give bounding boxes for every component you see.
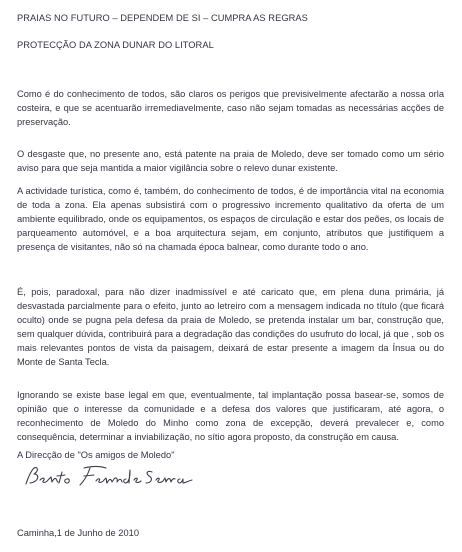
place-and-date: Caminha,1 de Junho de 2010 (17, 528, 139, 538)
paragraph-3: A actividade turística, como é, também, do conhecimento de todos, é de importância vital na economia de toda a zona. Ela apenas subsistirá com o progressivo incremento qualitativo da oferta de um ambiente equilibrado, onde os equipamentos, os espaços de circulação e estar dos peões, os locais de parqueamento automóvel, e a boa arquitectura sejam, em conjunto, atributos que justifiquem a presença de visitantes, não só na chamada época balnear, como durante todo o ano. (17, 186, 444, 252)
signoff-line: A Direcção de "Os amigos de Moledo" (17, 450, 175, 460)
paragraph-4: É, pois, paradoxal, para não dizer inadmissível e até caricato que, em plena duna primária, já desvastada parcialmente para o efeito, junto ao letreiro com a mensagem indicada no título (que ficará oculto) onde se pugna pela defesa da praia de Moledo, se pretenda instalar um bar, construção que, sem qualquer dúvida, contribuirá para a degradação das condições do usufruto do local, já que , sob os mais relevantes pontos de vista da paisagem, deixará de estar presente a imagem da Ínsua ou do Monte de Santa Tecla. (17, 287, 444, 367)
headline-subject: PROTECÇÃO DA ZONA DUNAR DO LITORAL (17, 40, 214, 50)
paragraph-5: Ignorando se existe base legal em que, eventualmente, tal implantação possa basear-se, somos de opinião que o interesse da comunidade e a defesa dos valores que justificaram, até agora, o reconhecimento de Moledo do Minho como zona de excepção, deverá prevalecer e, como consequência, determinar a inviabilização, no sítio agora proposto, da construção em causa. (17, 390, 444, 442)
headline-slogan: PRAIAS NO FUTURO – DEPENDEM DE SI – CUMPRA AS REGRAS (17, 13, 308, 23)
paragraph-1: Como é do conhecimento de todos, são claros os perigos que previsivelmente afectarão a nossa orla costeira, e que se acentuarão irremediavelmente, caso não sejam tomadas as necessárias acções de preservação. (17, 89, 444, 127)
handwritten-signature (22, 464, 222, 488)
paragraph-2: O desgaste que, no presente ano, está patente na praia de Moledo, deve ser tomado como um sério aviso para que seja mantida a maior vigilância sobre o relevo dunar existente. (17, 149, 444, 173)
